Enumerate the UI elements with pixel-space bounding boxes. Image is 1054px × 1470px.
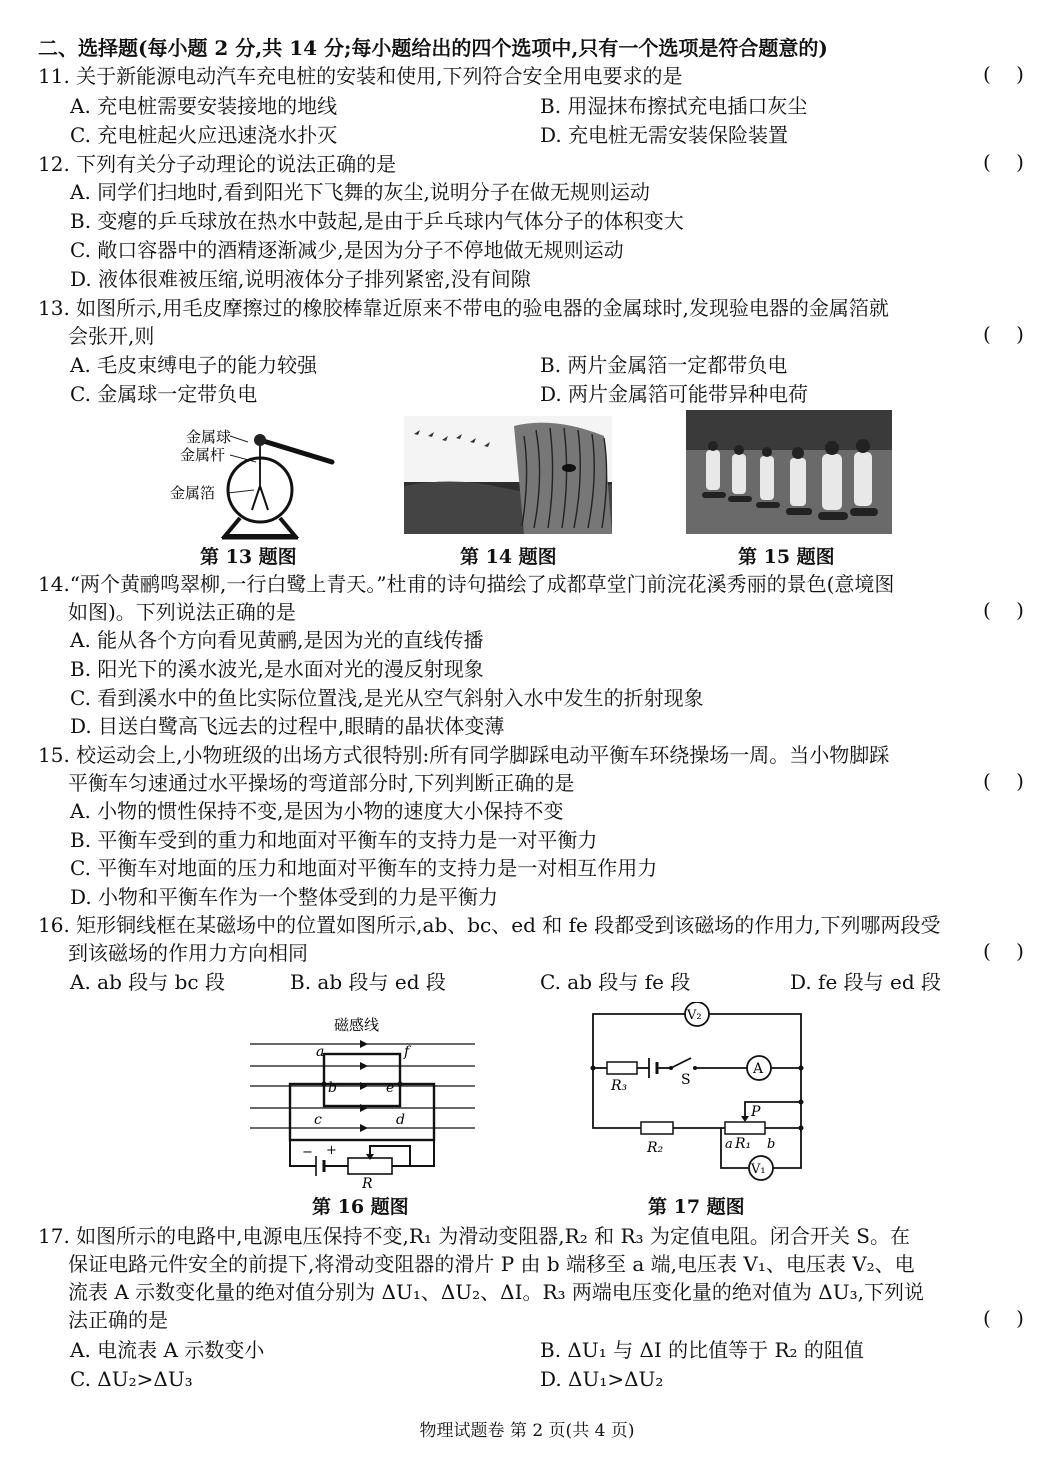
q13-answer-bracket: ( ) bbox=[982, 322, 1024, 346]
q17-answer-bracket: ( ) bbox=[982, 1306, 1024, 1330]
q17-stem-line3: 流表 A 示数变化量的绝对值分别为 ΔU₁、ΔU₂、ΔI。R₃ 两端电压变化量的绝对值为 ΔU₃,下列说 bbox=[68, 1280, 924, 1304]
label-rheostat: R bbox=[362, 1176, 373, 1190]
label-e: e bbox=[386, 1080, 395, 1096]
label-field-lines: 磁感线 bbox=[334, 1016, 380, 1034]
q15-option-a: A. 小物的惯性保持不变,是因为小物的速度大小保持不变 bbox=[70, 799, 564, 823]
q16-stem-line1: 16. 矩形铜线框在某磁场中的位置如图所示,ab、bc、ed 和 fe 段都受到该磁场的作用力,下列哪两段受 bbox=[38, 913, 941, 937]
q15-answer-bracket: ( ) bbox=[982, 769, 1024, 793]
electroscope-figure bbox=[170, 418, 340, 542]
label-switch: S bbox=[681, 1072, 691, 1088]
label-plus: + bbox=[326, 1143, 337, 1158]
label-minus: − bbox=[302, 1145, 313, 1160]
q15-option-d: D. 小物和平衡车作为一个整体受到的力是平衡力 bbox=[70, 885, 499, 909]
q14-answer-bracket: ( ) bbox=[982, 598, 1024, 622]
label-d: d bbox=[396, 1112, 405, 1128]
q11-answer-bracket: ( ) bbox=[982, 62, 1024, 86]
label-v1: V₁ bbox=[751, 1162, 766, 1177]
label-r3: R₃ bbox=[611, 1078, 628, 1094]
circuit-figure bbox=[585, 1002, 815, 1192]
label-metal-rod: 金属杆 bbox=[180, 446, 226, 464]
q14-option-c: C. 看到溪水中的鱼比实际位置浅,是光从空气斜射入水中发生的折射现象 bbox=[70, 686, 704, 710]
q17-stem-line4: 法正确的是 bbox=[68, 1308, 168, 1332]
q11-option-b: B. 用湿抹布擦拭充电插口灰尘 bbox=[540, 94, 808, 118]
label-r2: R₂ bbox=[647, 1140, 664, 1156]
q16-option-d: D. fe 段与 ed 段 bbox=[790, 970, 941, 994]
q15-option-b: B. 平衡车受到的重力和地面对平衡车的支持力是一对平衡力 bbox=[70, 828, 598, 852]
q13-option-a: A. 毛皮束缚电子的能力较强 bbox=[70, 353, 318, 377]
q16-option-b: B. ab 段与 ed 段 bbox=[290, 970, 446, 994]
label-c: c bbox=[314, 1112, 322, 1128]
q14-stem-line2: 如图)。下列说法正确的是 bbox=[68, 600, 296, 624]
q15-option-c: C. 平衡车对地面的压力和地面对平衡车的支持力是一对相互作用力 bbox=[70, 856, 658, 880]
figure-17-caption: 第 17 题图 bbox=[648, 1196, 745, 1218]
label-b: b bbox=[328, 1080, 337, 1096]
label-metal-foil: 金属箔 bbox=[170, 484, 216, 502]
q17-option-d: D. ΔU₁>ΔU₂ bbox=[540, 1367, 664, 1391]
q16-option-a: A. ab 段与 bc 段 bbox=[70, 970, 225, 994]
q16-answer-bracket: ( ) bbox=[982, 939, 1024, 963]
q15-stem-line2: 平衡车匀速通过水平操场的弯道部分时,下列判断正确的是 bbox=[68, 771, 575, 795]
q12-option-a: A. 同学们扫地时,看到阳光下飞舞的灰尘,说明分子在做无规则运动 bbox=[70, 180, 650, 204]
figure-14-caption: 第 14 题图 bbox=[460, 546, 557, 568]
q11-option-a: A. 充电桩需要安装接地的地线 bbox=[70, 94, 338, 118]
q17-stem-line2: 保证电路元件安全的前提下,将滑动变阻器的滑片 P 由 b 端移至 a 端,电压表 V₁、电压表 V₂、电 bbox=[68, 1252, 915, 1276]
scooter-parade-illustration bbox=[686, 410, 892, 534]
label-end-b: b bbox=[767, 1137, 776, 1152]
q14-option-a: A. 能从各个方向看见黄鹂,是因为光的直线传播 bbox=[70, 628, 484, 652]
q14-option-b: B. 阳光下的溪水波光,是水面对光的漫反射现象 bbox=[70, 657, 484, 681]
label-slider-p: P bbox=[751, 1104, 761, 1120]
q15-stem-line1: 15. 校运动会上,小物班级的出场方式很特别:所有同学脚踩电动平衡车环绕操场一周。当小物脚踩 bbox=[38, 743, 890, 767]
label-metal-ball: 金属球 bbox=[186, 428, 232, 446]
q12-stem: 12. 下列有关分子动理论的说法正确的是 bbox=[38, 152, 397, 176]
q12-option-d: D. 液体很难被压缩,说明液体分子排列紧密,没有间隙 bbox=[70, 267, 531, 291]
label-r1: R₁ bbox=[735, 1136, 752, 1152]
q16-stem-line2: 到该磁场的作用力方向相同 bbox=[68, 941, 308, 965]
q11-option-c: C. 充电桩起火应迅速浇水扑灭 bbox=[70, 123, 338, 147]
figure-15-caption: 第 15 题图 bbox=[738, 546, 835, 568]
willow-illustration bbox=[404, 416, 612, 534]
q14-stem-line1: 14.“两个黄鹂鸣翠柳,一行白鹭上青天。”杜甫的诗句描绘了成都草堂门前浣花溪秀丽的景色(意境图 bbox=[38, 572, 895, 596]
q16-option-c: C. ab 段与 fe 段 bbox=[540, 970, 691, 994]
label-end-a: a bbox=[725, 1137, 733, 1152]
q17-option-b: B. ΔU₁ 与 ΔI 的比值等于 R₂ 的阻值 bbox=[540, 1338, 864, 1362]
page-footer: 物理试题卷 第 2 页(共 4 页) bbox=[419, 1421, 635, 1441]
metal-ball bbox=[254, 434, 266, 446]
q13-option-c: C. 金属球一定带负电 bbox=[70, 382, 258, 406]
section-title: 二、选择题(每小题 2 分,共 14 分;每小题给出的四个选项中,只有一个选项是符合题意的) bbox=[38, 36, 828, 60]
q17-option-a: A. 电流表 A 示数变小 bbox=[70, 1338, 265, 1362]
magnetic-field-circuit-figure bbox=[250, 1010, 480, 1190]
q12-option-b: B. 变瘪的乒乓球放在热水中鼓起,是由于乒乓球内气体分子的体积变大 bbox=[70, 209, 684, 233]
q11-stem: 11. 关于新能源电动汽车充电桩的安装和使用,下列符合安全用电要求的是 bbox=[38, 64, 683, 88]
q11-option-d: D. 充电桩无需安装保险装置 bbox=[540, 123, 789, 147]
label-a: a bbox=[316, 1044, 325, 1060]
figure-13-caption: 第 13 题图 bbox=[200, 546, 297, 568]
label-ammeter: A bbox=[753, 1061, 764, 1077]
label-f: f bbox=[404, 1044, 410, 1060]
poem-scene-image bbox=[404, 416, 612, 534]
balance-scooter-photo bbox=[686, 410, 892, 534]
q13-stem-line1: 13. 如图所示,用毛皮摩擦过的橡胶棒靠近原来不带电的验电器的金属球时,发现验电器的金属箔就 bbox=[38, 296, 889, 320]
q17-option-c: C. ΔU₂>ΔU₃ bbox=[70, 1367, 193, 1391]
label-v2: V₂ bbox=[687, 1008, 702, 1023]
q12-answer-bracket: ( ) bbox=[982, 150, 1024, 174]
q14-option-d: D. 目送白鹭高飞远去的过程中,眼睛的晶状体变薄 bbox=[70, 714, 505, 738]
q13-stem-line2: 会张开,则 bbox=[68, 324, 155, 348]
q12-option-c: C. 敞口容器中的酒精逐渐减少,是因为分子不停地做无规则运动 bbox=[70, 238, 624, 262]
q13-option-b: B. 两片金属箔一定都带负电 bbox=[540, 353, 788, 377]
q13-option-d: D. 两片金属箔可能带异种电荷 bbox=[540, 382, 809, 406]
figure-16-caption: 第 16 题图 bbox=[312, 1196, 409, 1218]
q17-stem-line1: 17. 如图所示的电路中,电源电压保持不变,R₁ 为滑动变阻器,R₂ 和 R₃ 为定值电阻。闭合开关 S。在 bbox=[38, 1224, 910, 1248]
